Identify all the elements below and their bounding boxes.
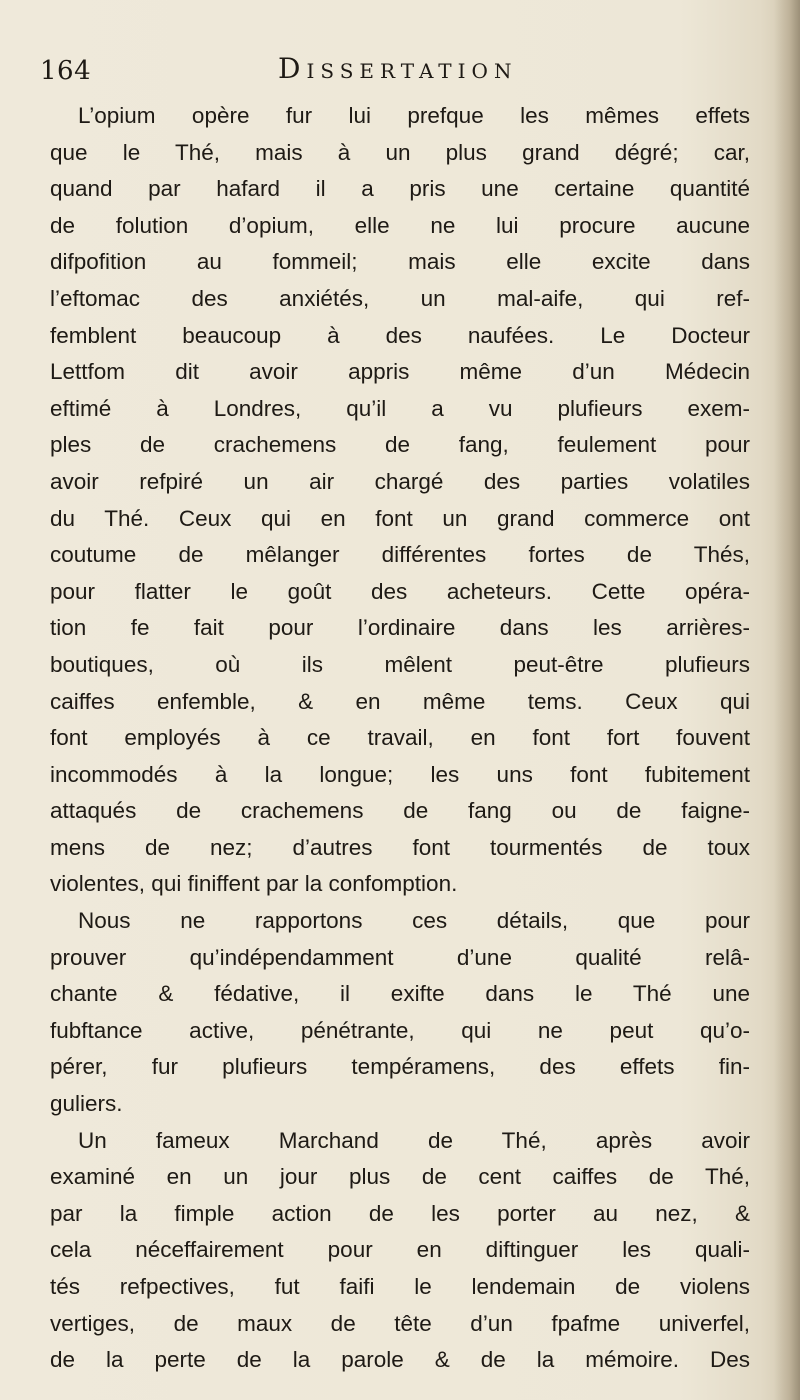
page-number: 164	[40, 56, 92, 86]
text-line: prouver qu’indépendamment d’une qualité relâ-	[50, 944, 750, 970]
text-line: guliers.	[50, 1091, 123, 1117]
text-line: incommodés à la longue; les uns font fubitement	[50, 761, 750, 787]
text-line: avoir refpiré un air chargé des parties volatiles	[50, 468, 750, 494]
text-line: Nous ne rapportons ces détails, que pour	[78, 908, 750, 934]
text-line: examiné en un jour plus de cent caiffes de Thé,	[50, 1164, 750, 1190]
text-line: mens de nez; d’autres font tourmentés de toux	[50, 834, 750, 860]
text-line: chante & fédative, il exifte dans le Thé une	[50, 981, 750, 1007]
text-line: ples de crachemens de fang, feulement pour	[50, 432, 750, 458]
text-line: tion fe fait pour l’ordinaire dans les arrières-	[50, 615, 750, 641]
text-line: vertiges, de maux de tête d’un fpafme univerfel,	[50, 1310, 750, 1336]
text-line: Un fameux Marchand de Thé, après avoir	[78, 1127, 750, 1153]
text-line: coutume de mêlanger différentes fortes de Thés,	[50, 542, 750, 568]
text-line: attaqués de crachemens de fang ou de faigne-	[50, 798, 750, 824]
text-line: violentes, qui finiffent par la confomption.	[50, 871, 458, 897]
text-line: Lettfom dit avoir appris même d’un Médecin	[50, 359, 750, 385]
text-line: pérer, fur plufieurs tempéramens, des effets fin-	[50, 1054, 750, 1080]
text-line: difpofition au fommeil; mais elle excite dans	[50, 249, 750, 275]
text-line: pour flatter le goût des acheteurs. Cette opéra-	[50, 578, 750, 604]
text-line: caiffes enfemble, & en même tems. Ceux qui	[50, 688, 750, 714]
text-line: quand par hafard il a pris une certaine quantité	[50, 176, 750, 202]
text-line: eftimé à Londres, qu’il a vu plufieurs exem-	[50, 395, 750, 421]
text-line: fubftance active, pénétrante, qui ne peut qu’o-	[50, 1017, 750, 1043]
text-line: de la perte de la parole & de la mémoire. Des	[50, 1347, 750, 1373]
body-text	[50, 98, 750, 1379]
text-line: font employés à ce travail, en font fort fouvent	[50, 725, 750, 751]
text-line: cela néceffairement pour en diftinguer les quali-	[50, 1237, 750, 1263]
text-line: femblent beaucoup à des naufées. Le Docteur	[50, 322, 750, 348]
text-line: par la fimple action de les porter au nez, &	[50, 1200, 750, 1226]
text-line: de folution d’opium, elle ne lui procure aucune	[50, 212, 750, 238]
text-line: L’opium opère fur lui prefque les mêmes effets	[78, 103, 750, 128]
text-line: l’eftomac des anxiétés, un mal-aife, qui ref-	[50, 285, 750, 311]
running-head-title: Dissertation	[278, 52, 518, 85]
text-line: boutiques, où ils mêlent peut-être plufieurs	[50, 651, 750, 677]
running-head	[40, 52, 740, 92]
text-line: tés refpectives, fut faifi le lendemain de violens	[50, 1274, 750, 1299]
text-line: que le Thé, mais à un plus grand dégré; car,	[50, 139, 750, 165]
text-line: du Thé. Ceux qui en font un grand commerce ont	[50, 505, 750, 531]
page-edge-shadow	[774, 0, 800, 1400]
